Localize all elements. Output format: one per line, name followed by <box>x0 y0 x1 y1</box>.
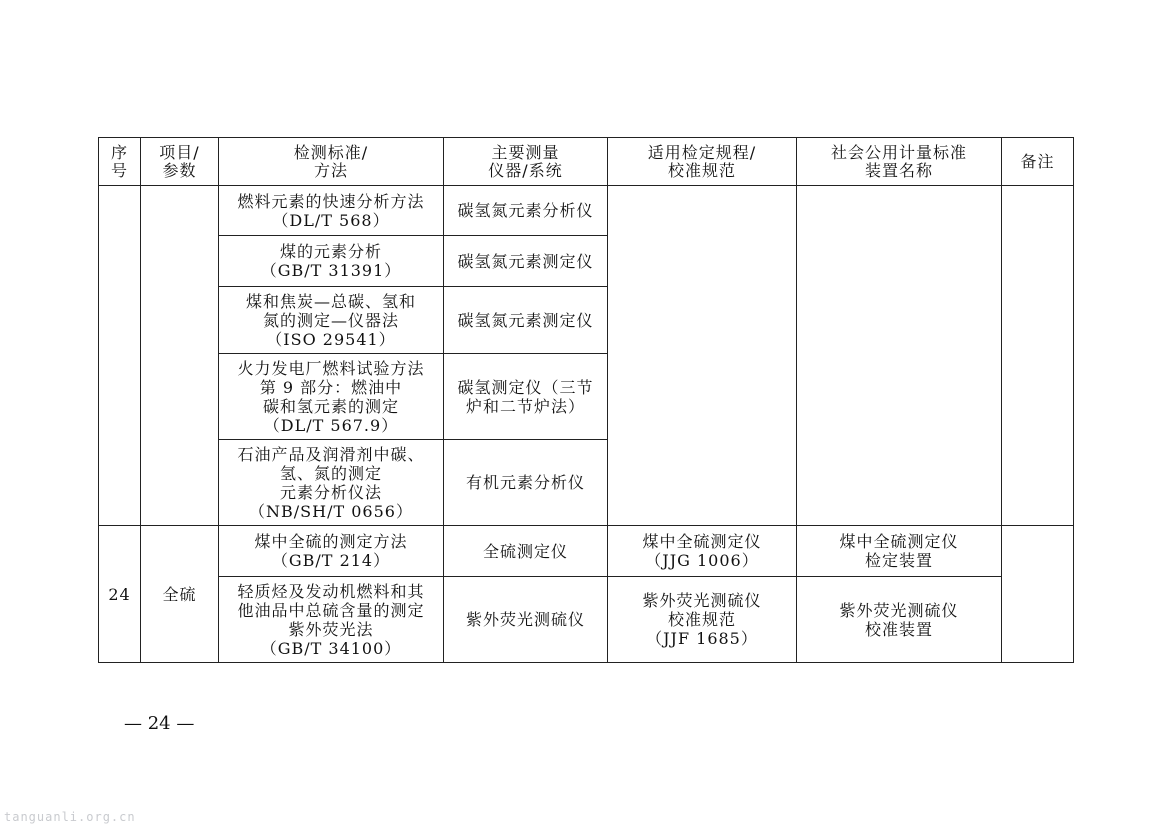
header-remark: 备注 <box>1002 138 1074 186</box>
standard-cell: 煤中全硫的测定方法 （GB/T 214） <box>219 526 444 577</box>
header-regulation: 适用检定规程/ 校准规范 <box>608 138 797 186</box>
device-cell: 紫外荧光测硫仪 校准装置 <box>797 577 1002 663</box>
standard-cell: 燃料元素的快速分析方法 （DL/T 568） <box>219 186 444 236</box>
header-no: 序 号 <box>99 138 141 186</box>
standards-table <box>98 137 1074 663</box>
instrument-cell: 碳氢氮元素分析仪 <box>444 186 608 236</box>
table-row <box>99 526 1074 577</box>
page-number: — 24 — <box>124 713 195 734</box>
header-standard: 检测标准/ 方法 <box>219 138 444 186</box>
header-row <box>99 138 1074 186</box>
row-no-cell: 24 <box>99 526 141 663</box>
instrument-cell: 全硫测定仪 <box>444 526 608 577</box>
regulation-cell: 煤中全硫测定仪 （JJG 1006） <box>608 526 797 577</box>
device-cell: 煤中全硫测定仪 检定装置 <box>797 526 1002 577</box>
standard-cell: 煤的元素分析 （GB/T 31391） <box>219 236 444 287</box>
instrument-cell: 紫外荧光测硫仪 <box>444 577 608 663</box>
row-item-cell <box>141 186 219 526</box>
regulation-cell <box>608 186 797 526</box>
table-row <box>99 186 1074 236</box>
standard-cell: 煤和焦炭—总碳、氢和 氮的测定—仪器法 （ISO 29541） <box>219 287 444 354</box>
row-no-cell <box>99 186 141 526</box>
device-cell <box>797 186 1002 526</box>
header-instrument: 主要测量 仪器/系统 <box>444 138 608 186</box>
remark-cell <box>1002 186 1074 526</box>
instrument-cell: 碳氢氮元素测定仪 <box>444 236 608 287</box>
header-device: 社会公用计量标准 装置名称 <box>797 138 1002 186</box>
remark-cell <box>1002 526 1074 663</box>
standard-cell: 轻质烃及发动机燃料和其 他油品中总硫含量的测定 紫外荧光法 （GB/T 34100） <box>219 577 444 663</box>
standard-cell: 石油产品及润滑剂中碳、 氢、氮的测定 元素分析仪法 （NB/SH/T 0656） <box>219 440 444 526</box>
instrument-cell: 有机元素分析仪 <box>444 440 608 526</box>
watermark: tanguanli.org.cn <box>4 810 136 824</box>
instrument-cell: 碳氢氮元素测定仪 <box>444 287 608 354</box>
instrument-cell: 碳氢测定仪（三节 炉和二节炉法） <box>444 354 608 440</box>
table-row <box>99 577 1074 663</box>
row-item-cell: 全硫 <box>141 526 219 663</box>
regulation-cell: 紫外荧光测硫仪 校准规范 （JJF 1685） <box>608 577 797 663</box>
standard-cell: 火力发电厂燃料试验方法 第 9 部分：燃油中 碳和氢元素的测定 （DL/T 567.9） <box>219 354 444 440</box>
header-item: 项目/ 参数 <box>141 138 219 186</box>
